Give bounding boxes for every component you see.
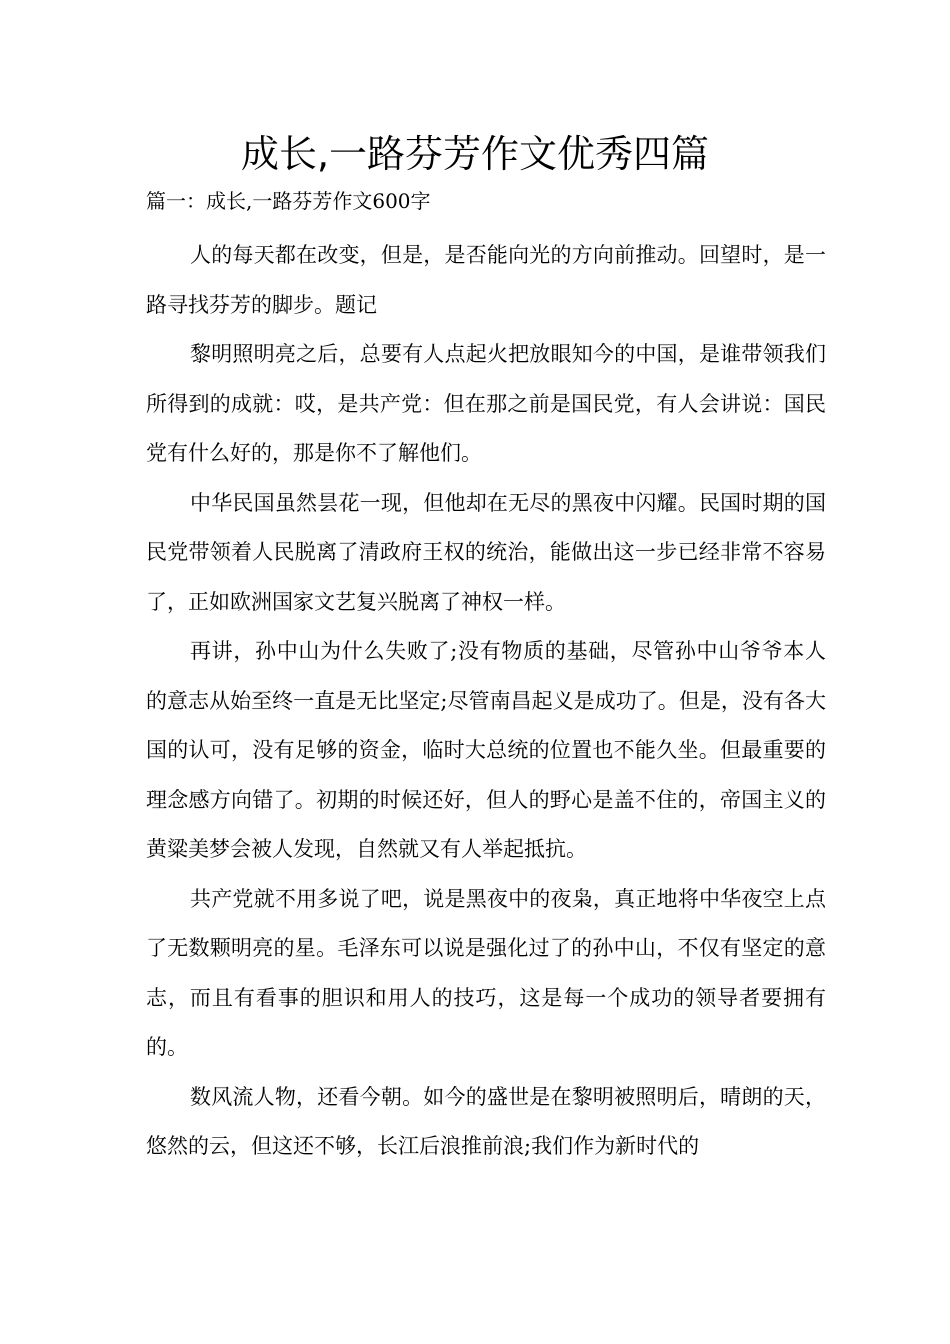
essay-body: [146, 231, 826, 1172]
paragraph: 共产党就不用多说了吧，说是黑夜中的夜枭，真正地将中华夜空上点了无数颗明亮的星。毛泽东可以说是强化过了的孙中山，不仅有坚定的意志，而且有看事的胆识和用人的技巧，这是每一个成功的领导者要拥有的。: [146, 886, 826, 1059]
section-heading: 篇一：成长,一路芬芳作文600字: [146, 189, 431, 213]
paragraph: 中华民国虽然昙花一现，但他却在无尽的黑夜中闪耀。民国时期的国民党带领着人民脱离了清政府王权的统治，能做出这一步已经非常不容易了，正如欧洲国家文艺复兴脱离了神权一样。: [146, 490, 826, 614]
paragraph: 数风流人物，还看今朝。如今的盛世是在黎明被照明后，晴朗的天，悠然的云，但这还不够，长江后浪推前浪;我们作为新时代的: [146, 1084, 826, 1158]
paragraph: 再讲，孙中山为什么失败了;没有物质的基础，尽管孙中山爷爷本人的意志从始至终一直是无比坚定;尽管南昌起义是成功了。但是，没有各大国的认可，没有足够的资金，临时大总统的位置也不能久坐。但最重要的理念感方向错了。初期的时候还好，但人的野心是盖不住的，帝国主义的黄粱美梦会被人发现，自然就又有人举起抵抗。: [146, 639, 826, 861]
paragraph: 黎明照明亮之后，总要有人点起火把放眼知今的中国，是谁带领我们所得到的成就：哎，是共产党：但在那之前是国民党，有人会讲说：国民党有什么好的，那是你不了解他们。: [146, 342, 826, 465]
paragraph: 人的每天都在改变，但是，是否能向光的方向前推动。回望时，是一路寻找芬芳的脚步。题记: [146, 243, 826, 317]
document-title: 成长,一路芬芳作文优秀四篇: [240, 132, 710, 176]
